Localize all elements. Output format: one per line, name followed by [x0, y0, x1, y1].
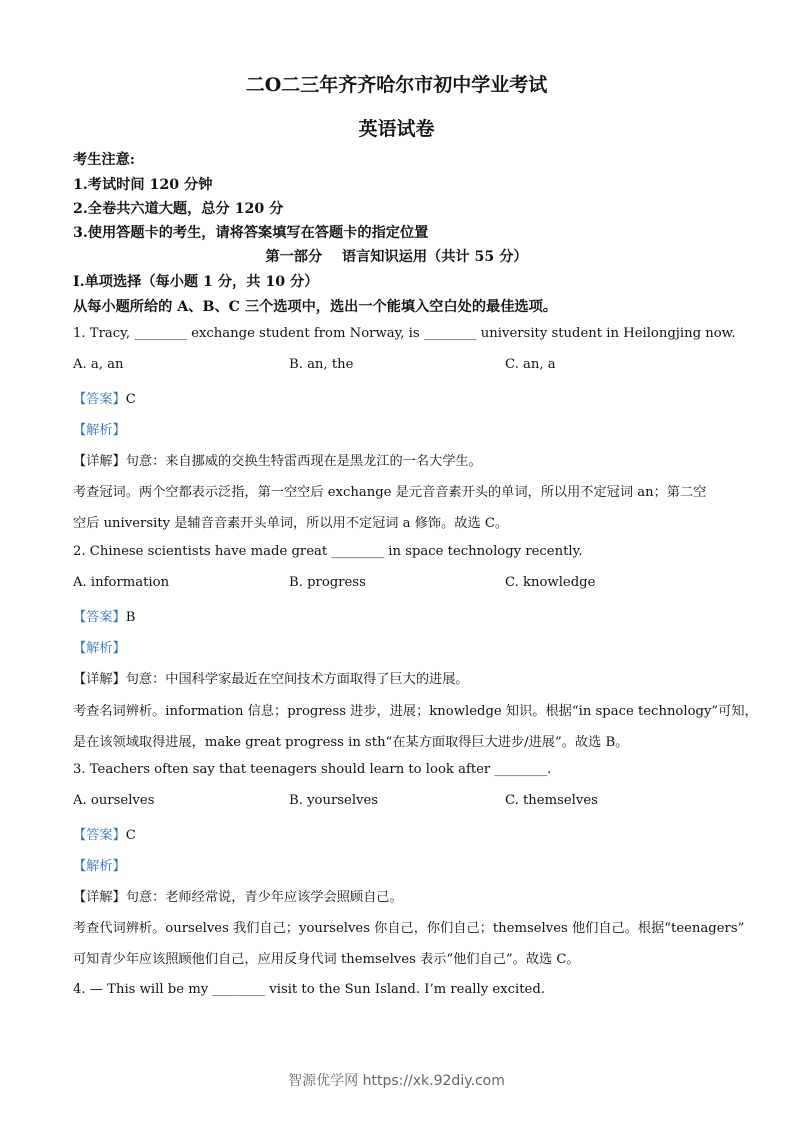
option-c: C. an, a: [505, 357, 556, 372]
answer-value: C: [125, 828, 136, 843]
explanation-line: 可知青少年应该照顾他们自己，应用反身代词 themselves 表示“他们自己”。故选 C。: [73, 952, 580, 967]
notice-heading: 考生注意:: [73, 152, 135, 168]
option-a: A. ourselves: [73, 793, 155, 808]
detail-line: [73, 668, 469, 687]
question-stem: 4. — This will be my ________ visit to the Sun Island. I’m really excited.: [73, 982, 545, 997]
explanation-line: 考查名词辨析。information 信息；progress 进步，进展；knowledge 知识。根据“in space technology”可知，: [73, 704, 758, 719]
section-heading: I.单项选择（每小题 1 分，共 10 分）: [73, 274, 319, 290]
detail-tag: 【详解】: [73, 890, 126, 905]
question-stem: 3. Teachers often say that teenagers should learn to look after ________.: [73, 762, 552, 777]
answer-tag: 【答案】: [73, 828, 126, 843]
detail-text: 句意：老师经常说，青少年应该学会照顾自己。: [125, 890, 403, 905]
option-b: B. progress: [289, 575, 366, 590]
answer-tag: 【答案】: [73, 392, 126, 407]
option-b: B. yourselves: [289, 793, 379, 808]
analysis-tag: 【解析】: [73, 641, 126, 656]
detail-tag: 【详解】: [73, 454, 126, 469]
answer-tag: 【答案】: [73, 610, 126, 625]
analysis-tag: 【解析】: [73, 423, 126, 438]
exam-subtitle: 英语试卷: [358, 118, 435, 140]
detail-text: 句意：来自挪威的交换生特雷西现在是黑龙江的一名大学生。: [125, 454, 482, 469]
option-b: B. an, the: [289, 357, 354, 372]
analysis-tag: 【解析】: [73, 859, 126, 874]
answer-line: [73, 388, 136, 407]
section-instruction: 从每小题所给的 A、B、C 三个选项中，选出一个能填入空白处的最佳选项。: [73, 299, 557, 315]
explanation-line: 是在该领域取得进展，make great progress in sth“在某方面取得巨大进步/进展”。故选 B。: [73, 735, 629, 750]
answer-line: [73, 824, 136, 843]
exam-title: 二O二三年齐齐哈尔市初中学业考试: [245, 74, 548, 96]
question-stem: 1. Tracy, ________ exchange student from Norway, is ________ university student in Heilongjing now.: [73, 326, 736, 341]
answer-value: C: [125, 392, 136, 407]
part-heading: 第一部分 语言知识运用（共计 55 分）: [265, 249, 528, 265]
option-a: A. a, an: [73, 357, 124, 372]
detail-line: [73, 450, 482, 469]
question-stem: 2. Chinese scientists have made great ________ in space technology recently.: [73, 544, 583, 559]
footer-watermark[interactable]: 智源优学网 https://xk.92diy.com: [288, 1073, 505, 1089]
answer-value: B: [125, 610, 136, 625]
explanation-line: 考查代词辨析。ourselves 我们自己；yourselves 你自己，你们自己；themselves 他们自己。根据“teenagers”: [73, 921, 745, 936]
detail-line: [73, 886, 403, 905]
explanation-line: 考查冠词。两个空都表示泛指，第一空空后 exchange 是元音音素开头的单词，所以用不定冠词 an；第二空: [73, 485, 707, 500]
answer-line: [73, 606, 135, 625]
detail-text: 句意：中国科学家最近在空间技术方面取得了巨大的进展。: [125, 672, 469, 687]
option-a: A. information: [73, 575, 170, 590]
notice-item: 3.使用答题卡的考生，请将答案填写在答题卡的指定位置: [73, 225, 429, 241]
explanation-line: 空后 university 是辅音音素开头单词，所以用不定冠词 a 修饰。故选 C。: [73, 516, 509, 531]
option-c: C. themselves: [505, 793, 598, 808]
option-c: C. knowledge: [505, 575, 596, 590]
notice-item: 2.全卷共六道大题，总分 120 分: [73, 201, 284, 217]
detail-tag: 【详解】: [73, 672, 126, 687]
notice-item: 1.考试时间 120 分钟: [73, 177, 213, 193]
